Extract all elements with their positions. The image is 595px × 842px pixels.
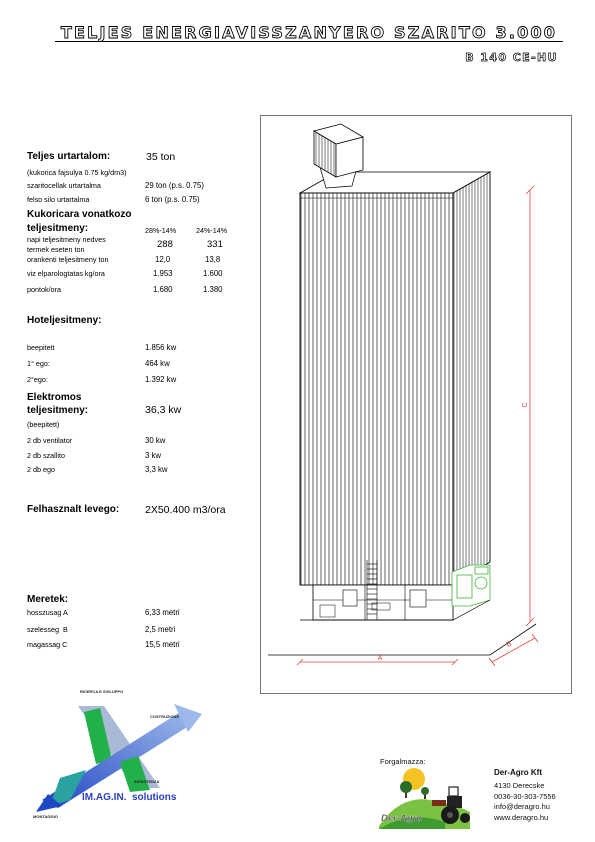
der-agro-logo	[379, 768, 470, 829]
burner-1-value: 464 kw	[145, 359, 170, 368]
air-usage-label: Felhasznalt levego:	[27, 504, 120, 515]
tower-front-face	[300, 193, 453, 585]
length-label: hosszusag A	[27, 608, 68, 617]
logo-tag-assistance: ASSISTENZA	[134, 779, 160, 784]
height-value: 15,5 metri	[145, 640, 180, 649]
dimension-c-label: C	[522, 402, 529, 408]
dimensions-heading: Meretek:	[27, 594, 69, 605]
total-capacity-value: 35 ton	[146, 151, 176, 163]
electrical-heading-2: teljesitmeny:	[27, 405, 89, 416]
conveyors-label: 2 db szallito	[27, 451, 65, 460]
column-header-28: 28%-14%	[145, 226, 177, 235]
evaporation-label: viz elparologtatas kg/ora	[27, 269, 105, 278]
dimension-a-label: A	[377, 655, 383, 662]
fans-label: 2 db ventilator	[27, 436, 73, 445]
distributor-label: Forgalmazza:	[380, 757, 426, 766]
total-capacity-label: Teljes urtartalom:	[27, 151, 111, 162]
hourly-output-value-24: 13,8	[205, 255, 221, 264]
points-per-hour-value-28: 1.680	[153, 285, 173, 294]
burner-2-label: 2°ego:	[27, 375, 48, 384]
burner-2-value: 1.392 kw	[145, 375, 177, 384]
dryer-tower	[300, 172, 490, 585]
der-agro-logo-text: Der-Agro	[381, 813, 423, 824]
daily-output-label-2: termek eseten ton	[27, 245, 85, 254]
dimension-c	[522, 186, 534, 626]
fan-unit	[452, 565, 490, 606]
electrical-total-value: 36,3 kw	[145, 404, 182, 416]
evaporation-value-24: 1.600	[203, 269, 223, 278]
logo-tag-construction: COSTRUZIONE	[150, 714, 180, 719]
points-per-hour-label: pontok/ora	[27, 285, 61, 294]
conveyors-value: 3 kw	[145, 451, 162, 460]
width-label: szelesseg B	[27, 625, 68, 634]
upper-silo-capacity-value: 6 ton (p.s. 0.75)	[145, 195, 200, 204]
fans-value: 30 kw	[145, 436, 166, 445]
hourly-output-value-28: 12,0	[155, 255, 171, 264]
imagin-brand-name: IM.AG.IN. solutions	[82, 792, 177, 803]
daily-output-label: napi teljesitmeny nedves	[27, 235, 106, 244]
height-label: magassag C	[27, 640, 68, 649]
density-note: (kukorica fajsulya 0.75 kg/dm3)	[27, 168, 127, 177]
document-title: TELJES ENERGIAVISSZANYERO SZARITO 3.000	[55, 25, 563, 42]
length-value: 6,33 metri	[145, 608, 180, 617]
burner-1-label: 1° ego:	[27, 359, 50, 368]
burners-label: 2 db ego	[27, 465, 55, 474]
heat-installed-label: beepitett	[27, 343, 55, 352]
air-usage-value: 2X50.400 m3/ora	[145, 504, 226, 516]
burners-value: 3,3 kw	[145, 465, 168, 474]
base-machinery	[313, 585, 453, 620]
corn-performance-heading-2: teljesitmeny:	[27, 223, 89, 234]
dryer-cells-capacity-label: szaritocellak urtartalma	[27, 181, 101, 190]
column-header-24: 24%-14%	[196, 226, 228, 235]
points-per-hour-value-24: 1.380	[203, 285, 223, 294]
distributor-website: www.deragro.hu	[494, 813, 549, 822]
logo-tag-assembly: MONTAGGIO	[33, 814, 58, 819]
distributor-phone: 0036-30-303-7556	[494, 792, 556, 801]
corn-performance-heading: Kukoricara vonatkozo	[27, 209, 132, 220]
electrical-note: (beepitett)	[27, 420, 60, 429]
heat-output-heading: Hoteljesitmeny:	[27, 315, 102, 326]
distributor-city: 4130 Derecske	[494, 781, 545, 790]
daily-output-value-24: 331	[207, 239, 223, 250]
hourly-output-label: orankenti teljesitmeny ton	[27, 255, 109, 264]
dryer-cells-capacity-value: 29 ton (p.s. 0.75)	[145, 181, 204, 190]
dimension-b-label: B	[505, 640, 514, 649]
evaporation-value-28: 1.953	[153, 269, 173, 278]
distributor-email: info@deragro.hu	[494, 802, 550, 811]
tower-side-face	[453, 172, 490, 585]
electrical-heading: Elektromos	[27, 392, 82, 403]
logo-tag-research: RICERCA E SVILUPPO	[80, 689, 124, 694]
daily-output-value-28: 288	[157, 239, 173, 250]
distributor-company: Der-Agro Kft	[494, 768, 542, 777]
heat-installed-value: 1.856 kw	[145, 343, 177, 352]
model-code: B 140 CE-HU	[465, 51, 558, 64]
ground-outline	[268, 624, 536, 655]
upper-silo-capacity-label: felso silo urtartalma	[27, 195, 90, 204]
dimension-a	[297, 655, 458, 665]
width-value: 2,5 metri	[145, 625, 176, 634]
